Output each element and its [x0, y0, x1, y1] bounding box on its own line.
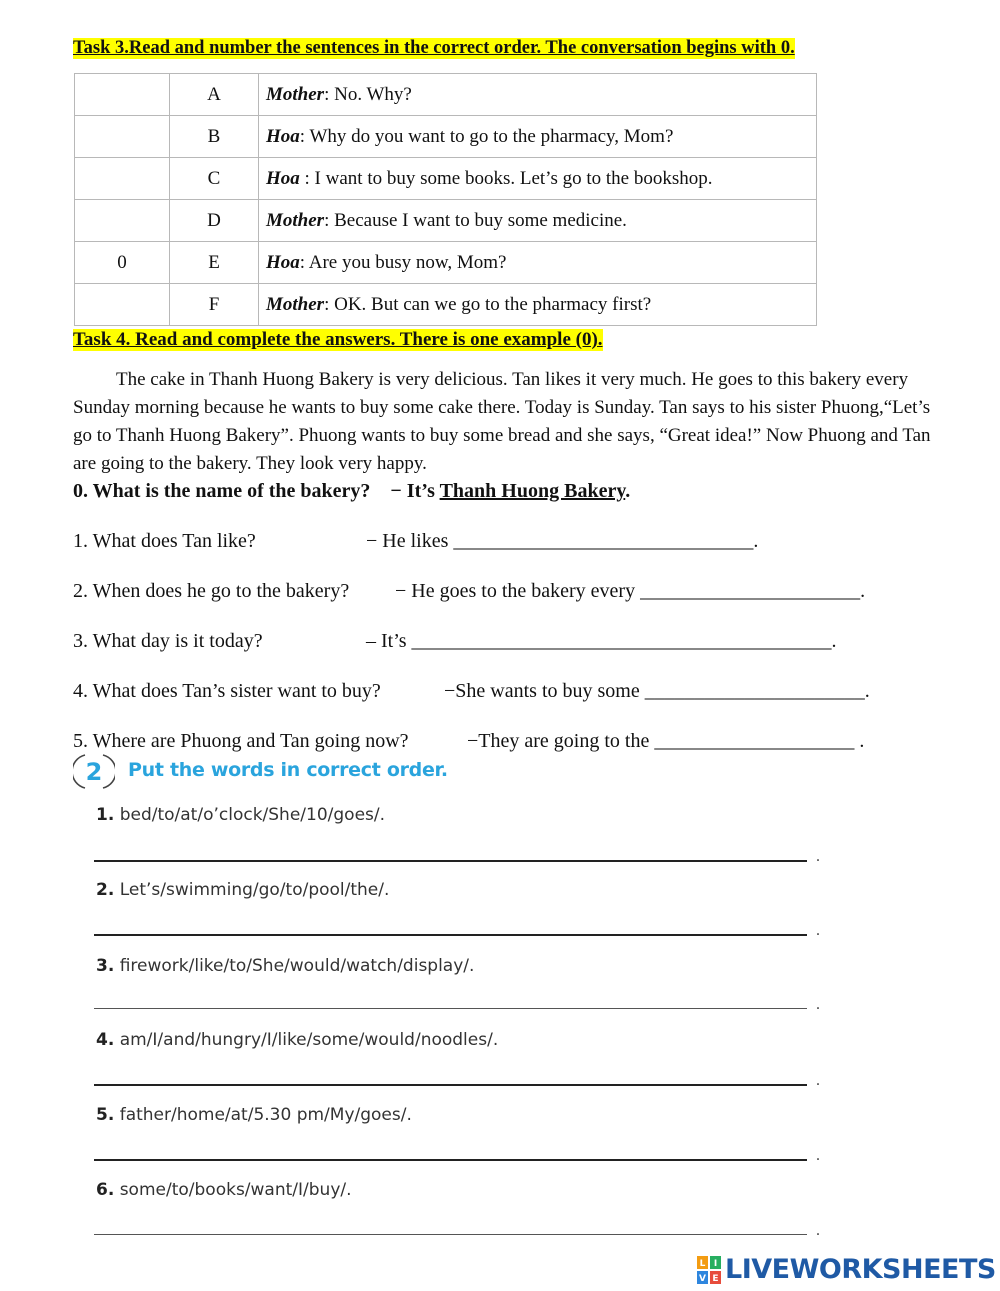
reorder-item-5: [96, 1105, 412, 1125]
order-row: [75, 116, 817, 158]
dialogue-line-cell: [259, 200, 817, 242]
order-letter-cell: E: [170, 242, 259, 284]
question-text: 1. What does Tan like?: [73, 530, 256, 552]
answer-end-mark: .: [816, 922, 820, 939]
question-3: [73, 630, 837, 653]
example-answer-end: .: [625, 480, 631, 502]
reorder-item-4: [96, 1030, 498, 1050]
answer-blank-field[interactable]: – It’s __________________________________________.: [366, 630, 837, 652]
answer-blank-field[interactable]: − He likes ______________________________.: [366, 530, 759, 552]
liveworksheets-logo: [697, 1254, 996, 1284]
scrambled-words: bed/to/at/o’clock/She/10/goes/.: [119, 805, 386, 825]
speaker-name: Mother: [266, 293, 325, 315]
scrambled-words: firework/like/to/She/would/watch/display/.: [119, 956, 475, 976]
item-number: 4.: [96, 1030, 115, 1050]
item-number: 2.: [96, 880, 115, 900]
order-letter-cell: B: [170, 116, 259, 158]
logo-letter-e: E: [712, 1273, 719, 1284]
order-row: [75, 200, 817, 242]
question-text: 2. When does he go to the bakery?: [73, 580, 350, 602]
section-number-badge: [73, 753, 115, 790]
task3-heading: Task 3.Read and number the sentences in the correct order. The conversation begins with 0.: [73, 38, 795, 58]
scrambled-words: some/to/books/want/I/buy/.: [119, 1180, 352, 1200]
logo-letter-l: L: [699, 1258, 706, 1269]
logo-letter-i: I: [713, 1258, 718, 1269]
speaker-name: Hoa: [266, 167, 300, 189]
order-letter-cell: D: [170, 200, 259, 242]
dialogue-text: : No. Why?: [324, 83, 412, 105]
passage-text: The cake in Thanh Huong Bakery is very delicious. Tan likes it very much. He goes to this bakery every Sunday morning because he wants to buy some cake there. Today is Sunday. Tan says to his sister Phuong,“Let’s go to Thanh Huong Bakery”. Phuong wants to buy some bread and she says, “Great idea!” Now Phuong and Tan are going to the bakery. They look very happy.: [73, 369, 931, 474]
order-row: [75, 242, 817, 284]
liveworksheets-logo-icon: [697, 1256, 721, 1284]
answer-line[interactable]: [94, 934, 807, 936]
reading-passage: [73, 366, 933, 478]
scrambled-words: Let’s/swimming/go/to/pool/the/.: [119, 880, 390, 900]
answer-end-mark: .: [816, 996, 820, 1013]
speaker-name: Hoa: [266, 251, 300, 273]
dialogue-text: : Are you busy now, Mom?: [299, 251, 507, 273]
question-2: [73, 580, 866, 603]
item-number: 6.: [96, 1180, 115, 1200]
scrambled-words: father/home/at/5.30 pm/My/goes/.: [119, 1105, 412, 1125]
dialogue-line-cell: [259, 74, 817, 116]
order-letter-cell: A: [170, 74, 259, 116]
example-answer: Thanh Huong Bakery: [439, 480, 626, 502]
answer-line[interactable]: [94, 1159, 807, 1161]
reorder-item-6: [96, 1180, 352, 1200]
answer-end-mark: .: [816, 1222, 820, 1239]
dialogue-text: : Why do you want to go to the pharmacy, Mom?: [299, 125, 674, 147]
order-number-cell[interactable]: [75, 284, 170, 326]
answer-line[interactable]: [94, 1234, 807, 1235]
order-number-cell[interactable]: [75, 158, 170, 200]
dialogue-line-cell: [259, 116, 817, 158]
dialogue-text: : OK. But can we go to the pharmacy first?: [324, 293, 652, 315]
speaker-name: Mother: [266, 83, 325, 105]
example-question: [73, 480, 630, 503]
answer-blank-field[interactable]: − He goes to the bakery every ______________________.: [395, 580, 866, 602]
speaker-name: Hoa: [266, 125, 300, 147]
item-number: 3.: [96, 956, 115, 976]
item-number: 5.: [96, 1105, 115, 1125]
liveworksheets-logo-text: LIVEWORKSHEETS: [725, 1254, 996, 1285]
scrambled-words: am/I/and/hungry/I/like/some/would/noodles/.: [119, 1030, 499, 1050]
order-number-cell[interactable]: [75, 200, 170, 242]
ordering-table: [74, 73, 817, 326]
answer-end-mark: .: [816, 1147, 820, 1164]
order-row: [75, 74, 817, 116]
order-row: [75, 158, 817, 200]
order-number-cell[interactable]: 0: [75, 242, 170, 284]
order-letter-cell: F: [170, 284, 259, 326]
dialogue-line-cell: [259, 284, 817, 326]
task4-heading: Task 4. Read and complete the answers. There is one example (0).: [73, 329, 603, 350]
reorder-item-1: [96, 805, 385, 825]
dialogue-text: : I want to buy some books. Let’s go to the bookshop.: [299, 167, 713, 189]
answer-line[interactable]: [94, 860, 807, 862]
reorder-item-3: [96, 956, 474, 976]
order-letter-cell: C: [170, 158, 259, 200]
speaker-name: Mother: [266, 209, 325, 231]
dialogue-line-cell: [259, 242, 817, 284]
answer-end-mark: .: [816, 848, 820, 865]
section2-title: Put the words in correct order.: [128, 759, 448, 781]
reorder-item-2: [96, 880, 389, 900]
answer-blank-field[interactable]: −She wants to buy some ______________________.: [444, 680, 870, 702]
order-number-cell[interactable]: [75, 74, 170, 116]
example-answer-prefix: − It’s: [390, 480, 440, 502]
order-row: [75, 284, 817, 326]
question-text: 3. What day is it today?: [73, 630, 263, 652]
answer-end-mark: .: [816, 1072, 820, 1089]
answer-blank-field[interactable]: −They are going to the ____________________ .: [467, 730, 865, 752]
answer-line[interactable]: [94, 1084, 807, 1086]
question-1: [73, 530, 759, 553]
question-text: 4. What does Tan’s sister want to buy?: [73, 680, 381, 702]
logo-letter-v: V: [699, 1273, 706, 1284]
question-text: 5. Where are Phuong and Tan going now?: [73, 730, 409, 752]
example-question-text: 0. What is the name of the bakery?: [73, 480, 371, 502]
dialogue-text: : Because I want to buy some medicine.: [324, 209, 627, 231]
section-number: 2: [85, 758, 103, 786]
question-4: [73, 680, 870, 703]
answer-line[interactable]: [94, 1008, 807, 1009]
order-number-cell[interactable]: [75, 116, 170, 158]
dialogue-line-cell: [259, 158, 817, 200]
item-number: 1.: [96, 805, 115, 825]
question-5: [73, 730, 865, 753]
